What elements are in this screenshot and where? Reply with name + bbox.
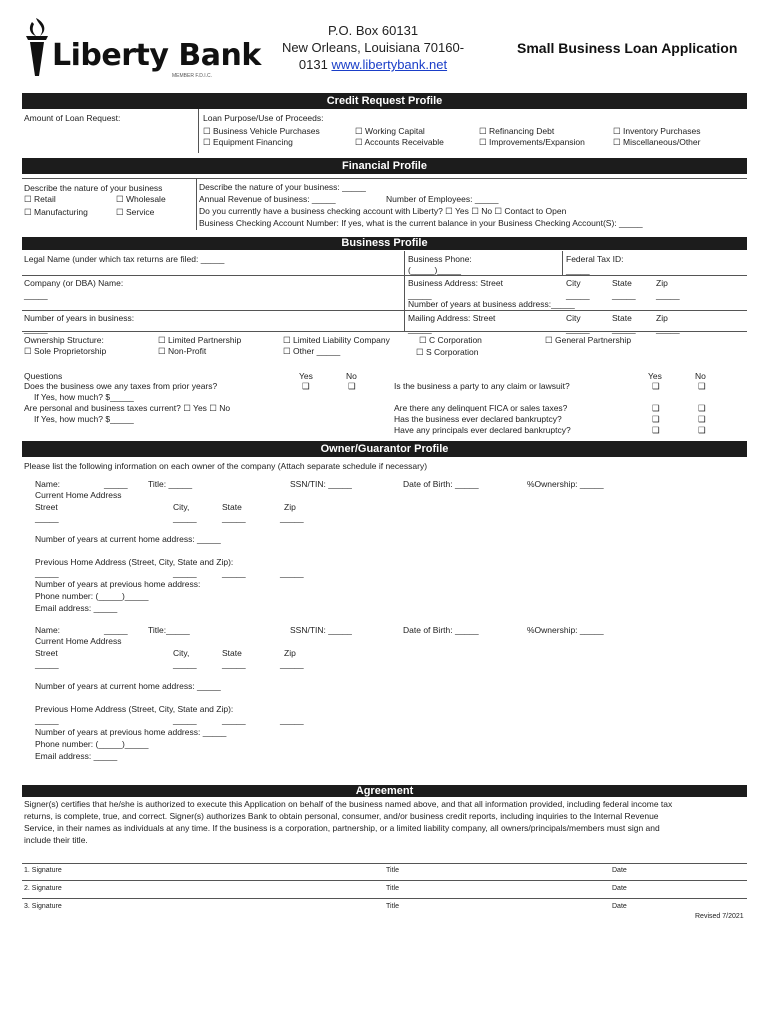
owner2-prev-state-field[interactable]: _____: [222, 715, 246, 725]
owner1-city-label: City,: [173, 502, 190, 512]
mailing-city-field[interactable]: _____: [566, 324, 590, 334]
financial-section-header: Financial Profile: [22, 158, 747, 174]
mailing-street-field[interactable]: _____: [408, 324, 432, 334]
owner2-city-field[interactable]: _____: [173, 659, 197, 669]
bank-logo: [22, 16, 261, 82]
checkbox-refinancing-debt[interactable]: ☐ Refinancing Debt: [479, 126, 555, 136]
business-state-label: State: [612, 278, 632, 288]
title-1-label[interactable]: Title: [386, 867, 399, 874]
member-fdic: MEMBER F.D.I.C.: [172, 73, 213, 79]
nature-label: Describe the nature of your business: [24, 183, 163, 193]
owner-section-header: Owner/Guarantor Profile: [22, 441, 747, 457]
checkbox-inventory-purchases[interactable]: ☐ Inventory Purchases: [613, 126, 701, 136]
owner2-name-field[interactable]: _____: [104, 625, 128, 635]
owner1-ssn-field[interactable]: SSN/TIN: _____: [290, 479, 352, 489]
form-title: Small Business Loan Application: [517, 40, 738, 56]
checking-account-question[interactable]: Do you currently have a business checking account with Liberty? ☐ Yes ☐ No ☐ Contact to Open: [199, 206, 567, 216]
owner2-current-home-label: Current Home Address: [35, 636, 122, 646]
checkbox-limited-partnership[interactable]: ☐ Limited Partnership: [158, 335, 242, 345]
owner1-current-home-label: Current Home Address: [35, 490, 122, 500]
owner1-prev-street-field[interactable]: _____: [35, 568, 59, 578]
owner1-zip-field[interactable]: _____: [280, 513, 304, 523]
mailing-state-label: State: [612, 313, 632, 323]
mailing-zip-label: Zip: [656, 313, 668, 323]
checkbox-business-vehicle[interactable]: ☐ Business Vehicle Purchases: [203, 126, 320, 136]
ownership-structure-label: Ownership Structure:: [24, 335, 104, 345]
owner1-email-field[interactable]: Email address: _____: [35, 603, 118, 613]
nature-field[interactable]: Describe the nature of your business: _____: [199, 182, 366, 192]
years-at-address-field[interactable]: Number of years at business address:_____: [408, 299, 575, 309]
agreement-line-2: returns, is complete, true, and correct. Signer(s) authorizes Bank to obtain personal, consumer, and/or business credit reports, including inquiries to the Internal Revenue: [24, 811, 659, 821]
owner1-prev-zip-field[interactable]: _____: [280, 568, 304, 578]
date-1-label[interactable]: Date: [612, 867, 627, 874]
owner2-ssn-field[interactable]: SSN/TIN: _____: [290, 625, 352, 635]
federal-tax-id-field[interactable]: _____: [566, 265, 590, 275]
signature-1-label[interactable]: 1. Signature: [24, 867, 62, 874]
checkbox-service[interactable]: ☐ Service: [116, 207, 155, 217]
mailing-address-label: Mailing Address: Street: [408, 313, 496, 323]
checkbox-q6-yes[interactable]: ❑: [652, 425, 660, 435]
checkbox-misc-other[interactable]: ☐ Miscellaneous/Other: [613, 137, 701, 147]
question-lawsuit: Is the business a party to any claim or lawsuit?: [394, 381, 570, 391]
checkbox-accounts-receivable[interactable]: ☐ Accounts Receivable: [355, 137, 444, 147]
owner1-years-prev-field[interactable]: Number of years at previous home address:: [35, 579, 201, 589]
owner1-zip-label: Zip: [284, 502, 296, 512]
owner2-city-label: City,: [173, 648, 190, 658]
business-state-field[interactable]: _____: [612, 290, 636, 300]
agreement-text: [24, 798, 672, 846]
checkbox-general-partnership[interactable]: ☐ General Partnership: [545, 335, 632, 345]
address-line-2: New Orleans, Louisiana 70160-: [281, 40, 465, 55]
signature-3-label[interactable]: 3. Signature: [24, 903, 62, 910]
owner1-previous-label: Previous Home Address (Street, City, State and Zip):: [35, 557, 234, 567]
checkbox-q3-no[interactable]: ❑: [698, 381, 706, 391]
owner1-prev-state-field[interactable]: _____: [222, 568, 246, 578]
legal-name-field[interactable]: Legal Name (under which tax returns are filed: _____: [24, 254, 225, 264]
owner-intro: Please list the following information on each owner of the company (Attach separate schedule if necessary): [24, 461, 428, 471]
owner2-previous-label: Previous Home Address (Street, City, State and Zip):: [35, 704, 234, 714]
no-header-left: No: [346, 371, 357, 381]
owner1-dob-field[interactable]: Date of Birth: _____: [403, 479, 479, 489]
question-taxes-current[interactable]: Are personal and business taxes current? ☐ Yes ☐ No: [24, 403, 231, 413]
bank-name: Liberty Bank: [52, 38, 261, 73]
checkbox-c-corporation[interactable]: ☐ C Corporation: [419, 335, 482, 345]
business-city-label: City: [566, 278, 581, 288]
owner2-state-label: State: [222, 648, 242, 658]
checkbox-sole-proprietorship[interactable]: ☐ Sole Proprietorship: [24, 346, 107, 356]
owner2-prev-street-field[interactable]: _____: [35, 715, 59, 725]
business-address-label: Business Address: Street: [408, 278, 503, 288]
business-section-header: Business Profile: [22, 237, 747, 250]
yes-header-right: Yes: [648, 371, 662, 381]
business-zip-field[interactable]: _____: [656, 290, 680, 300]
checkbox-working-capital[interactable]: ☐ Working Capital: [355, 126, 425, 136]
website-link[interactable]: www.libertybank.net: [331, 57, 448, 72]
title-2-label[interactable]: Title: [386, 885, 399, 892]
owner2-prev-zip-field[interactable]: _____: [280, 715, 304, 725]
question-fica: Are there any delinquent FICA or sales taxes?: [394, 403, 568, 413]
company-name-label: Company (or DBA) Name:: [24, 278, 124, 288]
loan-amount-label: Amount of Loan Request:: [24, 113, 121, 123]
owner1-years-current-field[interactable]: Number of years at current home address: _____: [35, 534, 221, 544]
owner2-years-current-field[interactable]: Number of years at current home address: _____: [35, 681, 221, 691]
title-3-label[interactable]: Title: [386, 903, 399, 910]
prior-taxes-amount-field[interactable]: If Yes, how much? $_____: [34, 392, 134, 402]
owner1-name-label: Name:: [35, 479, 61, 489]
owner1-street-label: Street: [35, 502, 58, 512]
checkbox-non-profit[interactable]: ☐ Non-Profit: [158, 346, 207, 356]
agreement-line-1: Signer(s) certifies that he/she is authorized to execute this Application on behalf of the business named above, and that all information provided, including federal income tax: [24, 799, 673, 809]
owner2-title-field[interactable]: Title:_____: [148, 625, 190, 635]
checkbox-q4-yes[interactable]: ❑: [652, 403, 660, 413]
question-principal-bankruptcy: Have any principals ever declared bankruptcy?: [394, 425, 571, 435]
checkbox-q5-yes[interactable]: ❑: [652, 414, 660, 424]
business-street-field[interactable]: _____: [408, 290, 432, 300]
owner2-zip-field[interactable]: _____: [280, 659, 304, 669]
agreement-line-3: Service, in their names as individuals at any time. If the business is a corporation, partnership, or a limited liability company, all owners/principals/members must sign and: [24, 823, 660, 833]
no-header-right: No: [695, 371, 706, 381]
agreement-line-4: include their title.: [24, 835, 88, 845]
owner2-zip-label: Zip: [284, 648, 296, 658]
checkbox-retail[interactable]: ☐ Retail: [24, 194, 56, 204]
owner1-prev-city-field[interactable]: _____: [173, 568, 197, 578]
revised-date: Revised 7/2021: [695, 913, 744, 920]
owner2-ownership-field[interactable]: %Ownership: _____: [527, 625, 604, 635]
owner1-ownership-field[interactable]: %Ownership: _____: [527, 479, 604, 489]
owner2-phone-field[interactable]: Phone number: (_____)_____: [35, 739, 149, 749]
torch-icon: [22, 16, 52, 82]
question-business-bankruptcy: Has the business ever declared bankruptcy?: [394, 414, 562, 424]
yes-header-left: Yes: [299, 371, 313, 381]
owner2-prev-city-field[interactable]: _____: [173, 715, 197, 725]
company-name-field[interactable]: _____: [24, 290, 48, 300]
checkbox-wholesale[interactable]: ☐ Wholesale: [116, 194, 166, 204]
owner1-street-field[interactable]: _____: [35, 513, 59, 523]
business-city-field[interactable]: _____: [566, 290, 590, 300]
mailing-zip-field[interactable]: _____: [656, 324, 680, 334]
owner2-email-field[interactable]: Email address: _____: [35, 751, 118, 761]
date-2-label[interactable]: Date: [612, 885, 627, 892]
mailing-state-field[interactable]: _____: [612, 324, 636, 334]
questions-label: Questions: [24, 371, 63, 381]
owner1-state-field[interactable]: _____: [222, 513, 246, 523]
checkbox-llc[interactable]: ☐ Limited Liability Company: [283, 335, 390, 345]
credit-request-section-header: Credit Request Profile: [22, 93, 747, 109]
loan-purpose-label: Loan Purpose/Use of Proceeds:: [203, 113, 324, 123]
bank-address: [262, 22, 484, 73]
date-3-label[interactable]: Date: [612, 903, 627, 910]
checkbox-improvements[interactable]: ☐ Improvements/Expansion: [479, 137, 585, 147]
employees-field[interactable]: Number of Employees: _____: [386, 194, 499, 204]
business-zip-label: Zip: [656, 278, 668, 288]
owner2-street-label: Street: [35, 648, 58, 658]
owner2-state-field[interactable]: _____: [222, 659, 246, 669]
question-prior-taxes: Does the business owe any taxes from prior years?: [24, 381, 218, 391]
federal-tax-id-label: Federal Tax ID:: [566, 254, 624, 264]
owner1-state-label: State: [222, 502, 242, 512]
checkbox-q5-no[interactable]: ❑: [698, 414, 706, 424]
checkbox-q4-no[interactable]: ❑: [698, 403, 706, 413]
checking-balance-field[interactable]: Business Checking Account Number: If yes, what is the current balance in your Business Checking Account(S): _____: [199, 218, 643, 228]
checkbox-s-corporation[interactable]: ☐ S Corporation: [416, 347, 479, 357]
mailing-city-label: City: [566, 313, 581, 323]
taxes-current-amount-field[interactable]: If Yes, how much? $_____: [34, 414, 134, 424]
owner1-city-field[interactable]: _____: [173, 513, 197, 523]
years-in-business-field[interactable]: _____: [24, 324, 48, 334]
agreement-section-header: Agreement: [22, 785, 747, 797]
annual-revenue-field[interactable]: Annual Revenue of business: _____: [199, 194, 336, 204]
checkbox-other[interactable]: ☐ Other _____: [283, 346, 341, 356]
signature-2-label[interactable]: 2. Signature: [24, 885, 62, 892]
owner2-dob-field[interactable]: Date of Birth: _____: [403, 625, 479, 635]
checkbox-equipment-financing[interactable]: ☐ Equipment Financing: [203, 137, 293, 147]
address-line-3: 0131: [298, 57, 328, 72]
owner2-name-label: Name:: [35, 625, 61, 635]
owner2-street-field[interactable]: _____: [35, 659, 59, 669]
checkbox-manufacturing[interactable]: ☐ Manufacturing: [24, 207, 88, 217]
business-phone-field[interactable]: (_____)_____: [408, 265, 461, 275]
business-phone-label: Business Phone:: [408, 254, 472, 264]
checkbox-q3-yes[interactable]: ❑: [652, 381, 660, 391]
checkbox-q1-yes[interactable]: ❑: [302, 381, 310, 391]
checkbox-q6-no[interactable]: ❑: [698, 425, 706, 435]
years-in-business-label: Number of years in business:: [24, 313, 135, 323]
owner1-phone-field[interactable]: Phone number: (_____)_____: [35, 591, 149, 601]
owner1-name-field[interactable]: _____: [104, 479, 128, 489]
owner2-years-prev-field[interactable]: Number of years at previous home address: _____: [35, 727, 227, 737]
address-line-1: P.O. Box 60131: [327, 23, 419, 38]
owner1-title-field[interactable]: Title: _____: [148, 479, 193, 489]
checkbox-q1-no[interactable]: ❑: [348, 381, 356, 391]
